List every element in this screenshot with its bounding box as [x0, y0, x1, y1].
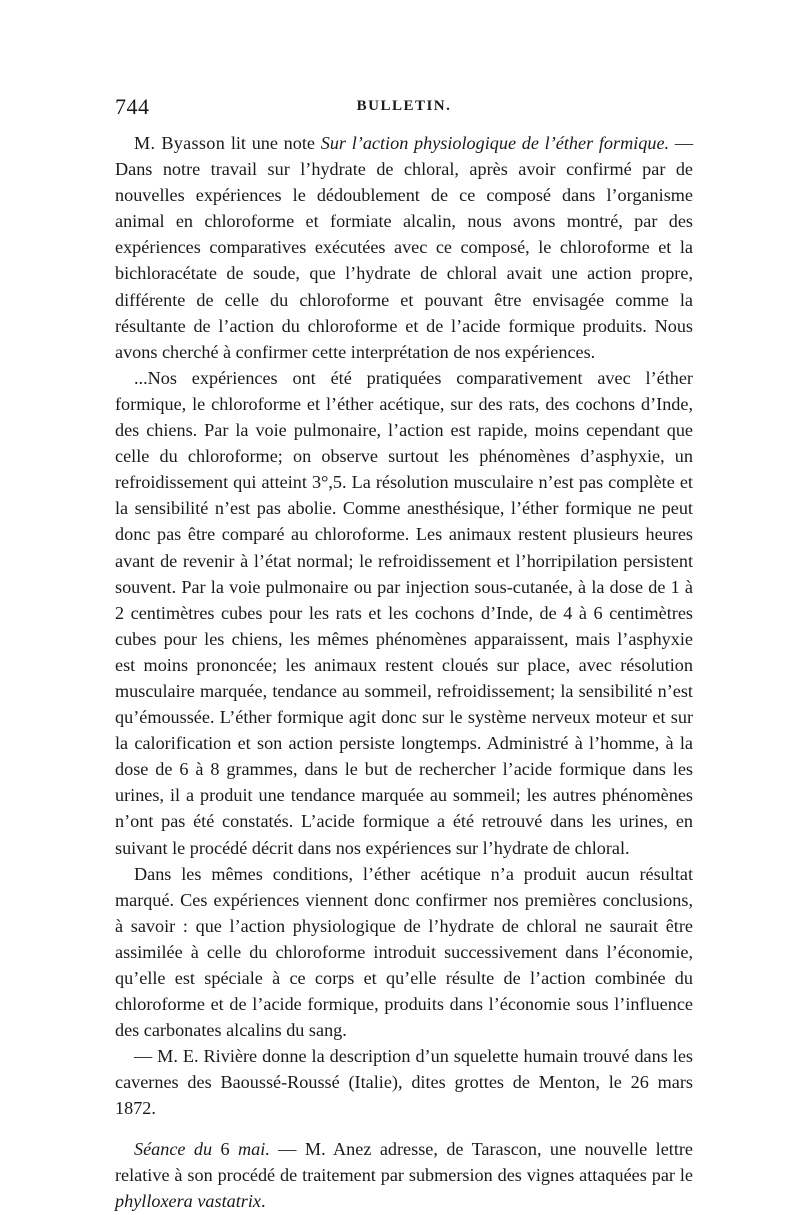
session-date: 6	[212, 1138, 239, 1159]
paragraph-lead: lit une note	[225, 133, 321, 153]
note-title: Sur l’action physiologique de l’éther formique.	[320, 133, 670, 153]
paragraph-riviere: — M. E. Rivière donne la description d’un squelette humain trouvé dans les cavernes des Baoussé-Roussé (Italie), dites grottes de Menton, le 26 mars 1872.	[115, 1046, 693, 1119]
session-month: mai.	[238, 1138, 270, 1159]
speaker-name: M. Byasson	[134, 133, 226, 153]
paragraph-text: — Dans notre travail sur l’hydrate de chloral, après avoir confirmé par de nouvelles expériences le dédoublement de ce composé dans l’organisme animal en chloroforme et formiate alcalin, nous avons montré, par des expériences comparatives exécutées avec ce composé, le chloroforme et la bichloracétate de soude, que l’hydrate de chloral avait une action propre, différente de celle du chloroforme et pouvant être envisagée comme la résultante de l’action du chloroforme et de l’acide formique produits. Nous avons cherché à confirmer cette interprétation de nos expériences.	[115, 133, 694, 362]
body-text	[115, 130, 693, 1214]
paragraph-seance	[115, 1136, 693, 1214]
paragraph-experiments: ...Nos expériences ont été pratiquées comparativement avec l’éther formique, le chloroforme et l’éther acétique, sur des rats, des cochons d’Inde, des chiens. Par la voie pulmonaire, l’action est rapide, moins cependant que celle du chloroforme; on observe surtout les phénomènes d’asphyxie, un refroidissement qui atteint 3°,5. La résolution musculaire n’est pas complète et la sensibilité n’est pas abolie. Comme anesthésique, l’éther formique ne peut donc pas être comparé au chloroforme. Les animaux restent plusieurs heures avant de revenir à l’état normal; le refroidissement et l’horripilation persistent souvent. Par la voie pulmonaire ou par injection sous-cutanée, à la dose de 1 à 2 centimètres cubes pour les rats et les cochons d’Inde, de 4 à 6 centimètres cubes pour les chiens, les mêmes phénomènes apparaissent, mais l’asphyxie est moins prononcée; les animaux restent cloués sur place, avec résolution musculaire marquée, tendance au sommeil, refroidissement; la sensibilité n’est qu’émoussée. L’éther formique agit donc sur le système nerveux moteur et sur la calorification et son action persiste longtemps. Administré à l’homme, à la dose de 6 à 8 grammes, dans le but de rechercher l’acide formique dans les urines, il a produit une tendance marquée au sommeil; les autres phénomènes n’ont pas été constatés. L’acide formique a été retrouvé dans les urines, en suivant le procédé décrit dans nos expériences sur l’hydrate de chloral.	[115, 367, 693, 858]
species-name: phylloxera vastatrix	[115, 1190, 261, 1211]
page-header	[115, 94, 693, 122]
running-head: BULLETIN.	[356, 98, 452, 114]
paragraph-text: — M. Anez adresse, de Tarascon, une nouvelle lettre relative à son procédé de traitement par submersion des vignes attaquées par le	[115, 1138, 694, 1185]
page-number: 744	[115, 94, 150, 119]
paragraph-conclusions: Dans les mêmes conditions, l’éther acétique n’a produit aucun résultat marqué. Ces expériences viennent donc confirmer nos premières conclusions, à savoir : que l’action physiologique de l’hydrate de chloral ne saurait être assimilée à celle du chloroforme introduit successivement dans l’économie, qu’elle est spéciale à ce corps et qu’elle résulte de l’action combinée du chloroforme et de l’acide formique, produits dans l’économie sous l’influence des carbonates alcalins du sang.	[115, 863, 693, 1041]
paragraph-end: .	[260, 1190, 266, 1211]
paragraph-byasson-note	[115, 130, 693, 365]
session-label: Séance du	[134, 1138, 213, 1159]
